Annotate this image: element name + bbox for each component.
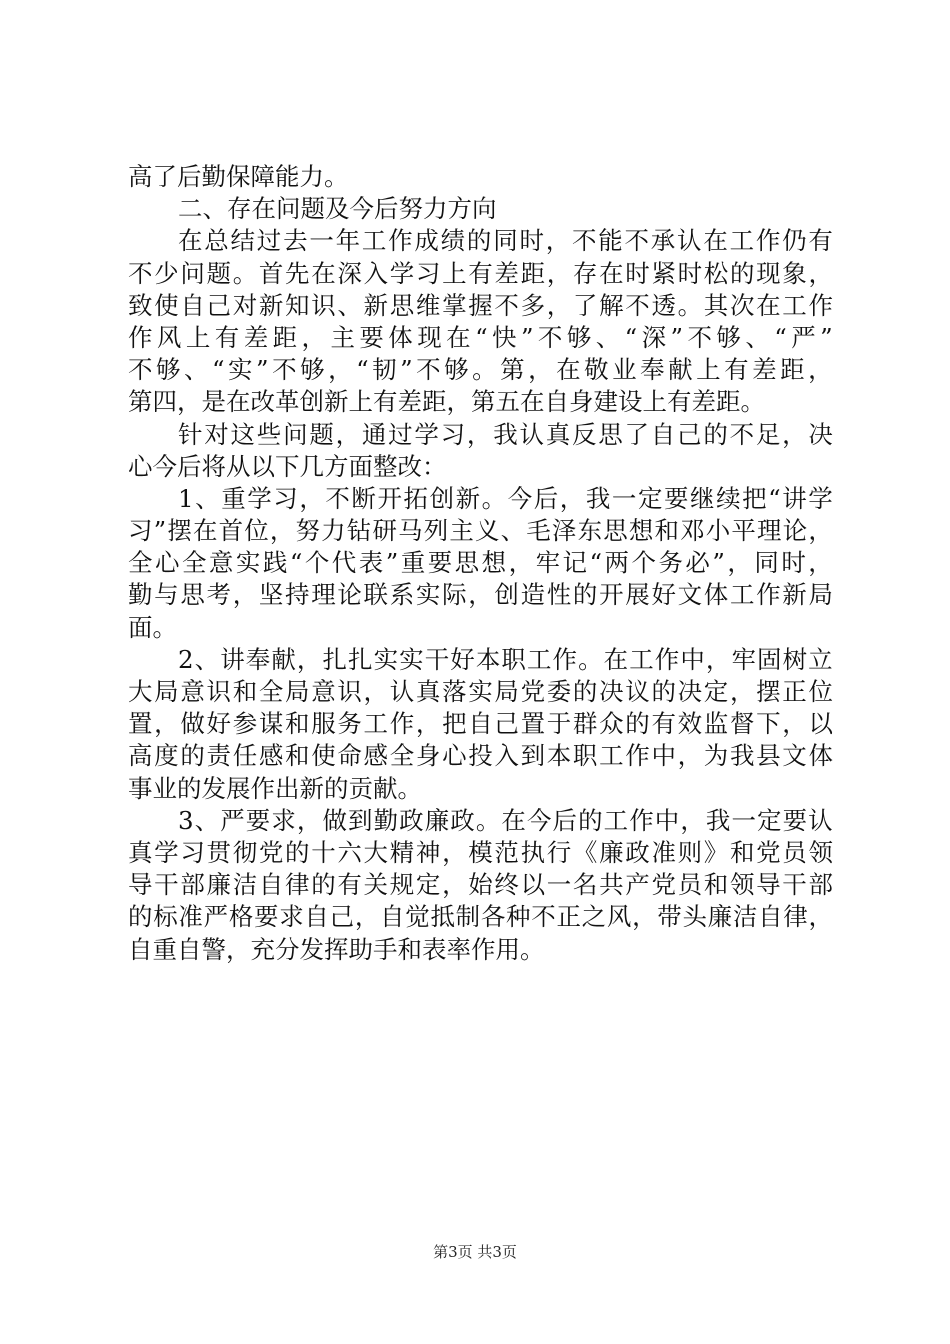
text-line: 置 ， 做 好 参 谋 和 服 务 工 作 ， 把 自 己 置 于 群 众 的 有 效 监 督 下 ， 以 [128,709,833,739]
text-line: 二、存在问题及今后努力方向 [178,194,497,224]
text-line: 真 学 习 贯 彻 党 的 十 六 大 精 神 ， 模 范 执 行 《 廉 政 准 则 》 和 党 员 领 [128,837,833,867]
text-line: 致 使 自 己 对 新 知 识 、 新 思 维 掌 握 不 多 ， 了 解 不 透 。 其 次 在 工 作 [128,290,833,320]
text-line: 心今后将从以下几方面整改： [128,451,447,481]
text-line: 作 风 上 有 差 距 ， 主 要 体 现 在 “ 快 ” 不 够 、 “ 深 ” 不 够 、 “ 严 ” [128,322,833,352]
text-line: 高 度 的 责 任 感 和 使 命 感 全 身 心 投 入 到 本 职 工 作 中 ， 为 我 县 文 体 [128,741,833,771]
document-body [128,161,833,966]
text-line: 勤 与 思 考 ， 坚 持 理 论 联 系 实 际 ， 创 造 性 的 开 展 好 文 体 工 作 新 局 [128,580,833,610]
text-line: 针 对 这 些 问 题 ， 通 过 学 习 ， 我 认 真 反 思 了 自 己 的 不 足 ， 决 [178,419,833,449]
text-line: 2 、 讲 奉 献 ， 扎 扎 实 实 干 好 本 职 工 作 。 在 工 作 中 ， 牢 固 树 立 [178,644,833,674]
text-line: 自重自警，充分发挥助手和表率作用。 [128,934,545,964]
text-line: 在 总 结 过 去 一 年 工 作 成 绩 的 同 时 ， 不 能 不 承 认 在 工 作 仍 有 [178,226,833,256]
text-line: 的 标 准 严 格 要 求 自 己 ， 自 觉 抵 制 各 种 不 正 之 风 ， 带 头 廉 洁 自 律 ， [128,902,833,932]
text-line: 导 干 部 廉 洁 自 律 的 有 关 规 定 ， 始 终 以 一 名 共 产 党 员 和 领 导 干 部 [128,870,833,900]
text-line: 事业的发展作出新的贡献。 [128,773,422,803]
text-line: 1 、 重 学 习 ， 不 断 开 拓 创 新 。 今 后 ， 我 一 定 要 继 续 把 “ 讲 学 [178,483,833,513]
text-line: 面。 [128,612,177,642]
text-line: 全 心 全 意 实 践 “ 个 代 表 ” 重 要 思 想 ， 牢 记 “ 两 个 务 必 ” ， 同 时 ， [128,548,833,578]
text-line: 习 ” 摆 在 首 位 ， 努 力 钻 研 马 列 主 义 、 毛 泽 东 思 想 和 邓 小 平 理 论 ， [128,516,833,546]
text-line: 大 局 意 识 和 全 局 意 识 ， 认 真 落 实 局 党 委 的 决 议 的 决 定 ， 摆 正 位 [128,677,833,706]
text-line: 3 、 严 要 求 ， 做 到 勤 政 廉 政 。 在 今 后 的 工 作 中 ， 我 一 定 要 认 [178,805,833,835]
text-line: 第四，是在改革创新上有差距，第五在自身建设上有差距。 [128,387,765,417]
page-footer: 第3页 共3页 [433,1243,517,1261]
text-line: 不 够 、 “ 实 ” 不 够 ， “ 韧 ” 不 够 。 第 ， 在 敬 业 奉 献 上 有 差 距 ， [128,355,833,385]
text-line: 不 少 问 题 。 首 先 在 深 入 学 习 上 有 差 距 ， 存 在 时 紧 时 松 的 现 象 ， [128,258,833,288]
text-line: 高了后勤保障能力。 [128,162,349,191]
